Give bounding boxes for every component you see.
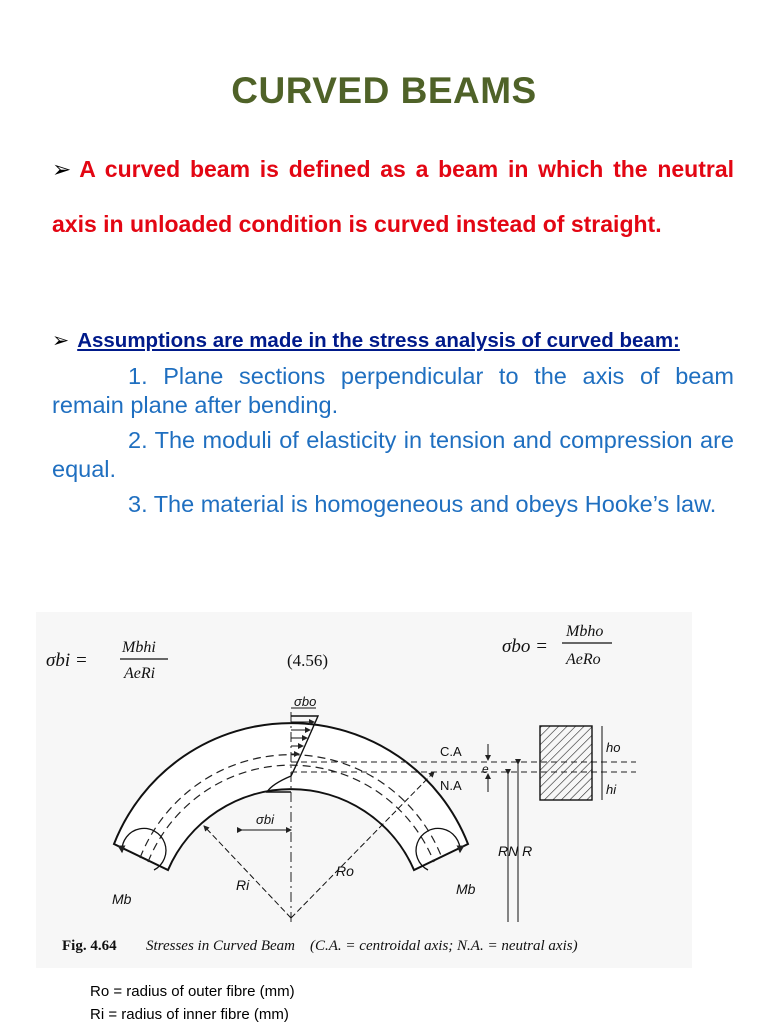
rn-r-label: RN R [498,843,533,859]
assumption-item: 3. The material is homogeneous and obeys Hooke’s law. [128,491,717,517]
caption-title: Stresses in Curved Beam [146,938,296,954]
eq-left-denominator: AeRi [124,665,156,682]
eq-right-denominator: AeRo [566,651,601,668]
arrow-bullet-icon: ➢ [52,329,70,352]
na-label: N.A [440,778,462,793]
eq-left-numerator: Mbhi [122,639,156,656]
ri-label: Ri [236,877,250,893]
page-title: CURVED BEAMS [231,70,537,111]
arrow-bullet-icon: ➢ [52,156,72,182]
curved-beam-diagram [36,612,692,968]
curved-beam-figure [36,612,692,968]
e-label: e [482,762,489,776]
assumptions-heading [52,328,734,353]
definition-text: A curved beam is defined as a beam in which the neutral axis in unloaded condition is curved instead of straight. [52,156,734,237]
sigma-bi-label: σbi [256,812,274,827]
ro-label: Ro [336,863,354,879]
eq-number: (4.56) [287,651,329,670]
ca-label: C.A [440,744,462,759]
cross-section [540,726,592,800]
ri-radius-line [204,826,291,918]
sigma-bo-label: σbo [294,694,317,709]
definition-line: Ri = radius of inner fibre (mm) [90,1006,289,1023]
caption-figure-number: Fig. 4.64 [62,938,117,954]
mb-left-label: Mb [112,891,132,907]
assumption-item: 1. Plane sections perpendicular to the axis of beam remain plane after bending. [52,363,734,418]
eq-left-lhs: σbi = [46,650,88,671]
mb-right-label: Mb [456,881,476,897]
eq-right-lhs: σbo = [502,636,548,657]
definition-line: Ro = radius of outer fibre (mm) [90,983,295,1000]
assumption-item: 2. The moduli of elasticity in tension and compression are equal. [52,427,734,482]
caption-note: (C.A. = centroidal axis; N.A. = neutral axis) [310,938,578,954]
definition-paragraph [52,142,734,252]
ho-label: ho [606,740,621,755]
assumptions-heading-text: Assumptions are made in the stress analysis of curved beam: [77,329,680,352]
symbol-definitions [90,980,295,1026]
hi-label: hi [606,782,617,797]
eq-right-numerator: Mbho [566,623,604,640]
